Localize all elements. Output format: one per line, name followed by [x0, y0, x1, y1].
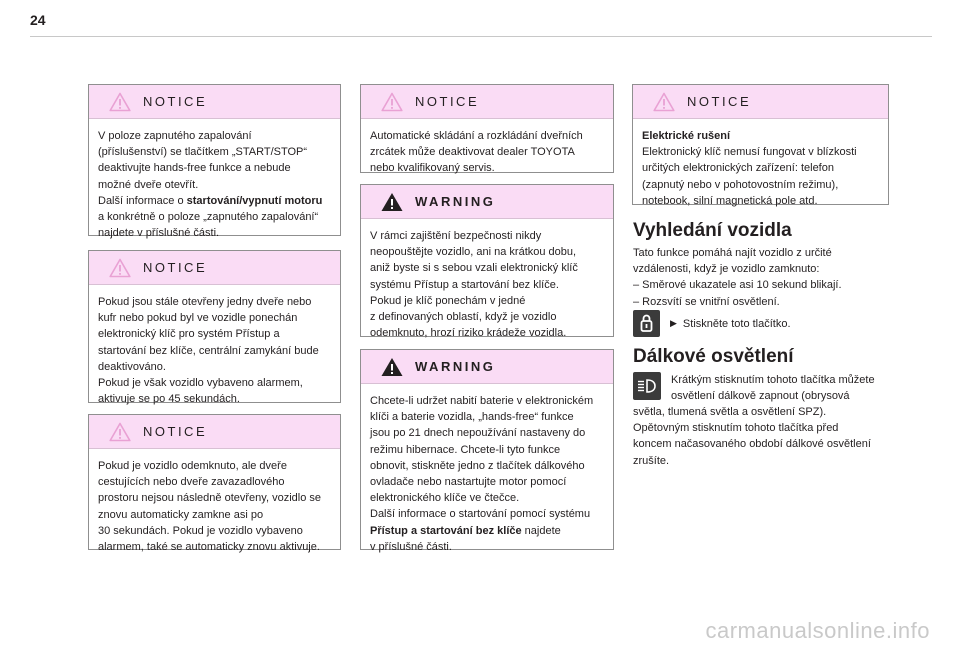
warning-label: WARNING — [415, 359, 496, 374]
text-line: zrcátek může deaktivovat dealer TOYOTA — [370, 146, 575, 159]
notice-label: NOTICE — [415, 94, 480, 109]
warning-box-battery — [360, 349, 614, 553]
notice-body — [89, 119, 340, 249]
text-run: Další informace o — [98, 194, 187, 207]
text-line: Krátkým stisknutím tohoto tlačítka můžete — [671, 374, 875, 386]
notice-body — [89, 285, 340, 415]
notice-box-interference — [632, 84, 889, 205]
notice-box-mirrors — [360, 84, 614, 173]
text-line: světla, tlumená světla a osvětlení SPZ). — [633, 406, 827, 418]
notice-label: NOTICE — [143, 260, 208, 275]
notice-body — [89, 449, 340, 563]
text-line: Tato funkce pomáhá najít vozidlo z určité — [633, 247, 832, 259]
warning-header — [361, 350, 613, 384]
text-line: elektronického klíče ve čtečce. — [370, 492, 520, 505]
notice-box-central-locking — [88, 250, 341, 406]
text-line: deaktivujte hands-free funkce a nebude — [98, 162, 291, 175]
notice-header — [89, 415, 340, 449]
text-line: najdete v příslušné části. — [98, 227, 220, 240]
play-arrow-icon: ▶ — [670, 318, 677, 328]
notice-box-auto-relock — [88, 414, 341, 554]
notice-header — [633, 85, 888, 119]
warning-header — [361, 185, 613, 219]
notice-heading-text: Elektrické rušení — [642, 130, 731, 142]
text-line: nebo kvalifikovaný servis. — [370, 162, 495, 175]
notice-body — [633, 119, 888, 217]
text-line: z definovaných oblastí, když je vozidlo — [370, 311, 557, 324]
text-line: (zapnutý nebo v pohotovostním režimu), — [642, 178, 839, 191]
text-line: Pokud je klíč ponechám v jedné — [370, 294, 526, 307]
text-line: – Rozsvítí se vnitřní osvětlení. — [633, 295, 780, 308]
text-line: určitých elektronických zařízení: telefon — [642, 162, 834, 175]
notice-heading — [642, 128, 880, 144]
text-line: režimu hibernace. Chcete-li tyto funkce — [370, 443, 561, 456]
remote-lights-text — [633, 404, 903, 469]
warning-triangle-icon — [381, 357, 403, 377]
text-line: prostoru nejsou následně otevřeny, vozidlo se — [98, 492, 321, 505]
text-line: V poloze zapnutého zapalování — [98, 130, 252, 142]
headlight-button-icon — [633, 372, 661, 400]
text-line: klíči a baterie vozidla, „hands-free“ funkce — [370, 411, 574, 424]
text-line: startování bez klíče, centrální zamykání bude — [98, 344, 319, 357]
text-line: aktivuje se po 45 sekundách. — [98, 393, 240, 406]
text-line: V rámci zajištění bezpečnosti nikdy — [370, 230, 542, 242]
text-line: – Směrové ukazatele asi 10 sekund blikají. — [633, 279, 842, 292]
warning-body — [361, 219, 613, 349]
warning-body — [361, 384, 613, 563]
notice-triangle-icon — [109, 92, 131, 112]
notice-triangle-icon — [381, 92, 403, 112]
text-line: možné dveře otevřít. — [98, 178, 199, 191]
page-number: 24 — [30, 12, 46, 28]
text-line: osvětlení dálkově zapnout (obrysová — [671, 390, 850, 403]
warning-box-key-security — [360, 184, 614, 340]
notice-label: NOTICE — [143, 94, 208, 109]
section-title-locate-vehicle: Vyhledání vozidla — [633, 220, 792, 241]
watermark: carmanualsonline.info — [705, 618, 930, 643]
text-line: alarmem, také se automaticky znovu aktivuje. — [98, 541, 320, 554]
locate-vehicle-button-icon — [633, 310, 660, 337]
text-line: kufr nebo pokud byl ve vozidle ponechán — [98, 312, 298, 325]
notice-label: NOTICE — [143, 424, 208, 439]
notice-triangle-icon — [109, 258, 131, 278]
warning-label: WARNING — [415, 194, 496, 209]
section-title-remote-lights: Dálkové osvětlení — [633, 346, 794, 367]
text-line: Pokud je však vozidlo vybaveno alarmem, — [98, 377, 303, 390]
locate-vehicle-text — [633, 245, 893, 310]
text-line: ovladače nebo nastartujte motor pomocí — [370, 476, 567, 489]
text-line: cestujících nebo dveře zavazadlového — [98, 476, 285, 489]
text-line: (příslušenství) se tlačítkem „START/STOP“ — [98, 146, 308, 159]
text-line: Chcete-li udržet nabití baterie v elektronickém — [370, 395, 594, 407]
text-line — [370, 523, 605, 539]
header-rule — [30, 36, 932, 37]
text-line: vzdálenosti, když je vozidlo zamknuto: — [633, 263, 820, 276]
text-line: znovu automaticky zamkne asi po — [98, 508, 264, 521]
text-line: neopouštějte vozidlo, ani na krátkou dobu, — [370, 246, 577, 259]
text-line: Další informace o startování pomocí systému — [370, 508, 591, 521]
text-line: 30 sekundách. Pokud je vozidlo vybaveno — [98, 524, 303, 537]
text-line: v příslušné části. — [370, 540, 452, 553]
notice-label: NOTICE — [687, 94, 752, 109]
notice-header — [361, 85, 613, 119]
text-line — [98, 193, 332, 209]
text-line: Automatické skládání a rozkládání dveřních — [370, 130, 583, 142]
text-line: Elektronický klíč nemusí fungovat v blízkosti — [642, 146, 857, 159]
text-line: a konkrétně o poloze „zapnutého zapalování“ — [98, 211, 319, 224]
bold-reference: startování/vypnutí motoru — [186, 194, 323, 207]
text-line: aniž byste si s sebou vzali elektronický klíč — [370, 262, 578, 275]
bold-reference: Přístup a startování bez klíče — [370, 524, 522, 537]
text-line: deaktivováno. — [98, 360, 166, 373]
text-line: odemknuto, hrozí riziko krádeže vozidla. — [370, 327, 567, 340]
text-line: koncem načasovaného období dálkové osvětlení — [633, 438, 871, 451]
text-line: elektronický klíč pro systém Přístup a — [98, 328, 280, 341]
notice-header — [89, 251, 340, 285]
notice-box-ignition — [88, 84, 341, 240]
notice-triangle-icon — [109, 422, 131, 442]
locate-action-text: Stiskněte toto tlačítko. — [682, 317, 791, 330]
remote-lights-icon-row — [633, 372, 895, 405]
locate-action-row — [633, 310, 791, 337]
text-line: obnovit, stiskněte jedno z tlačítek dálkového — [370, 459, 585, 472]
text-line: jsou po 21 dnech nepoužívání nastaveny do — [370, 427, 586, 440]
notice-triangle-icon — [653, 92, 675, 112]
text-line: systému Přístup a startování bez klíče. — [370, 278, 559, 291]
text-line: notebook, silní magnetická pole atd. — [642, 194, 818, 207]
text-line: Pokud jsou stále otevřeny jedny dveře nebo — [98, 296, 312, 308]
warning-triangle-icon — [381, 192, 403, 212]
notice-body — [361, 119, 613, 185]
notice-header — [89, 85, 340, 119]
text-run: najdete — [521, 524, 561, 537]
text-line: Opětovným stisknutím tohoto tlačítka před — [633, 422, 839, 435]
text-line: Pokud je vozidlo odemknuto, ale dveře — [98, 460, 287, 472]
remote-lights-icon-text — [671, 372, 875, 404]
text-line: zrušíte. — [633, 454, 670, 467]
